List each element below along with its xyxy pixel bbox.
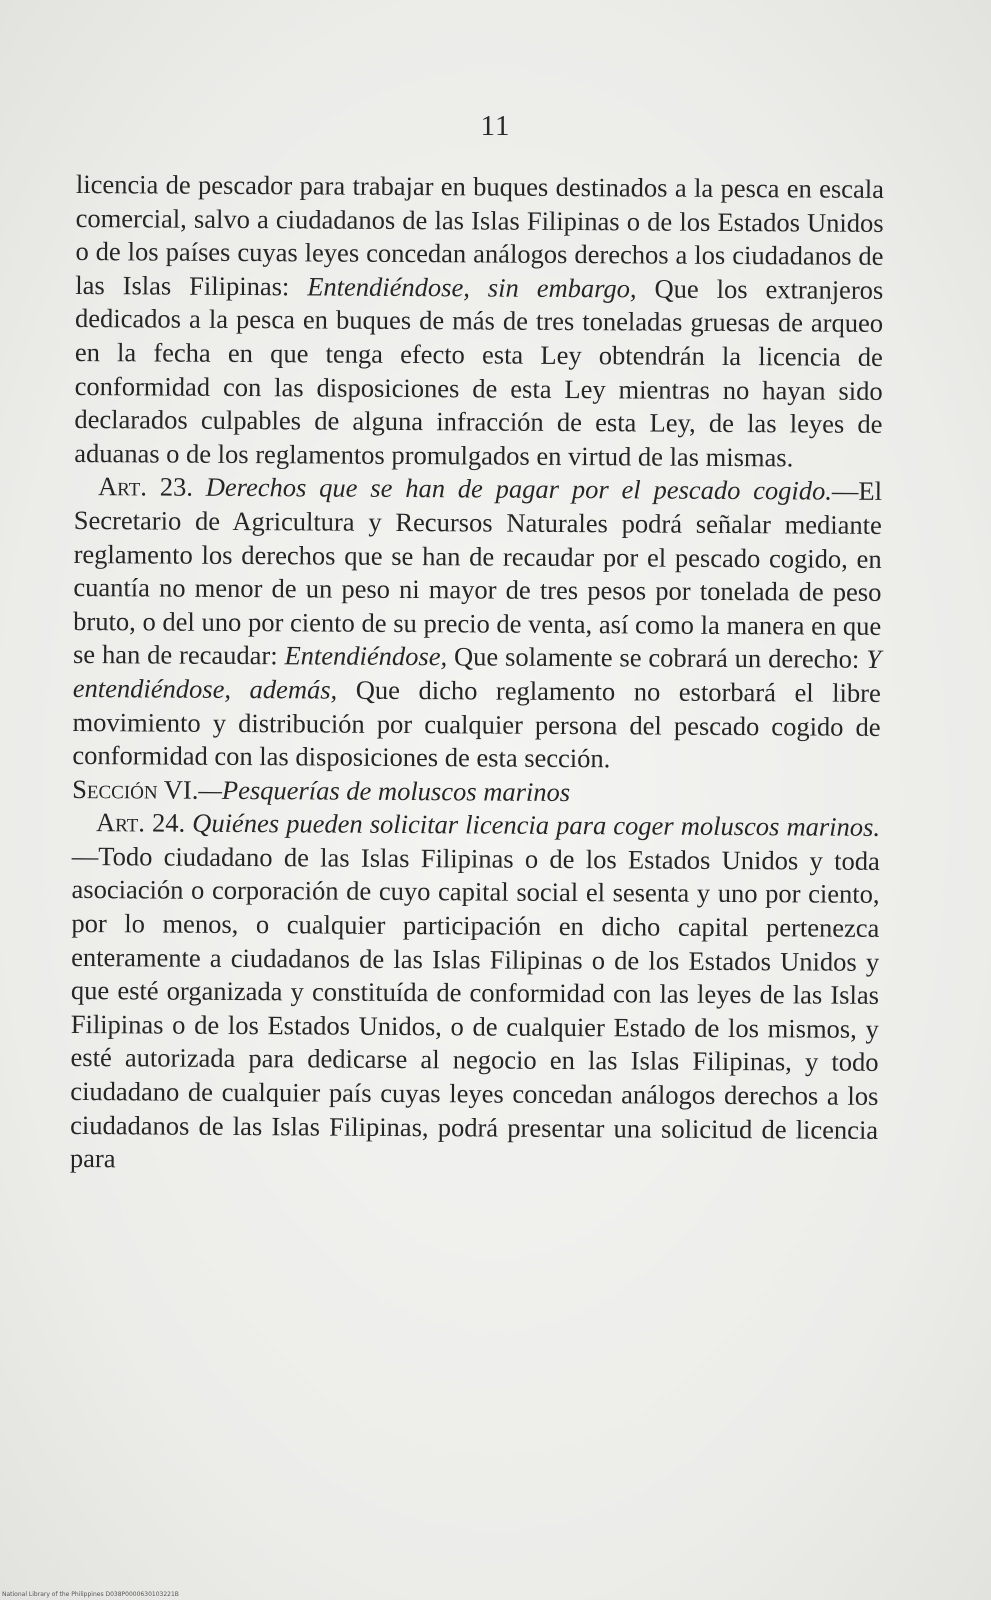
- page-number: 11: [480, 110, 511, 142]
- article-text: —El Secretario de Agricultura y Recursos Naturales podrá señalar mediante reglamento los derechos que se han de recaudar por el pescado cogido, en cuantía no menor de un peso ni mayor de tres pesos por tonelada de peso bruto, o del uno por ciento de su precio de venta, así como la manera en que se han de recaudar:: [72, 475, 883, 671]
- article-text: —Todo ciudadano de las Islas Filipinas o de los Estados Unidos y toda asociación o corporación de cuyo capital social el sesenta y uno por ciento, por lo menos, o cualquier participación en dicho capital pertenezca enteramente a ciudadanos de las Islas Filipinas o de los Estados Unidos y que esté organizada y constituída de conformidad con las leyes de las Islas Filipinas o de los Estados Unidos, o de cualquier Estado de los mismos, y esté autorizada para dedicarse al negocio en las Islas Filipinas, y todo ciudadano de cualquier país cuyas leyes concedan análogos derechos a los ciudadanos de las Islas Filipinas, podrá presentar una solicitud de licencia para: [69, 840, 880, 1174]
- archive-footer-note: National Library of the Philippines D038P0000630103221B: [2, 1591, 179, 1598]
- article-text: Que dicho reglamento no estorbará el libre movimiento y distribución por cualquier persona del pescado cogido de conformidad con las disposiciones de esta sección.: [72, 674, 881, 774]
- article-23: [72, 470, 882, 777]
- paragraph-text: licencia de pescador para trabajar en buques destinados a la pesca en escala comercial, salvo a ciudadanos de las Islas Filipinas o de los Estados Unidos o de los países cuyas leyes concedan análogos derechos a los ciudadanos de las Islas Filipinas:: [75, 168, 884, 302]
- article-title: Quiénes pueden solicitar licencia para coger moluscos marinos.: [192, 808, 881, 843]
- article-label: Art. 23.: [97, 471, 194, 503]
- document-body: [70, 168, 884, 1181]
- paragraph-italic-text: Entendiéndose, sin embargo,: [307, 271, 637, 304]
- paragraph-continuation: [74, 168, 884, 475]
- article-24: [70, 806, 880, 1180]
- section-label: Sección VI.: [72, 773, 199, 805]
- article-title: Derechos que se han de pagar por el pescado cogido.: [205, 472, 833, 506]
- article-italic-text: Entendiéndose,: [284, 640, 448, 672]
- article-italic-text: Y entendiéndose, además,: [72, 644, 882, 705]
- article-text: Que solamente se cobrará un derecho:: [447, 641, 867, 675]
- section-title: —Pesquerías de moluscos marinos: [198, 774, 571, 807]
- section-heading: [72, 773, 880, 812]
- paragraph-text: Que los extranjeros dedicados a la pesca en buques de más de tres toneladas gruesas de arqueo en la fecha en que tenga efecto esta Ley obtendrán la licencia de conformidad con las disposiciones de esta Ley mientras no hayan sido declarados culpables de alguna infracción de esta Ley, de las leyes de aduanas o de los reglamentos promulgados en virtud de las mismas.: [74, 273, 884, 473]
- article-label: Art. 24.: [95, 807, 186, 838]
